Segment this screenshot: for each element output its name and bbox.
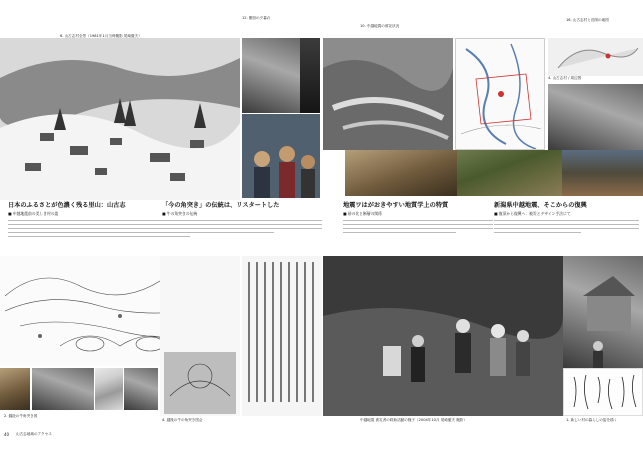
scroll-photo	[0, 368, 30, 410]
landscape-photo	[300, 38, 320, 113]
photo-caption: 6. 山古志村全景（1981年1月当時撮影 尾崎徹夫）	[60, 34, 142, 38]
terraced-field-photo	[242, 38, 300, 113]
photo-caption: 4. 越後の牛の角突き図会	[162, 418, 203, 422]
section-4	[494, 200, 639, 233]
villagers-photo	[242, 114, 320, 198]
aerial-village-photo	[457, 150, 562, 196]
section-title: 新潟県中越地震、そこからの復興	[494, 202, 587, 209]
section-subtitle: ■ 牛の角突きの伝統	[162, 211, 198, 216]
area-map	[455, 38, 545, 150]
house-photo	[124, 368, 158, 410]
section-subtitle: ■ 砂の比と断層の関係	[343, 211, 382, 216]
woodblock-print	[160, 256, 240, 416]
location-map	[548, 38, 643, 76]
photo-caption: 2. 錦絵の牛角突き図	[4, 414, 38, 418]
section-3	[343, 200, 493, 233]
crowd-photo	[562, 150, 643, 196]
photo-caption: 16. 山古志村と長岡の地図	[566, 18, 609, 22]
text-column	[242, 256, 322, 416]
figure-photo	[95, 368, 123, 410]
landslide-photo	[345, 150, 457, 196]
photo-caption: 4. 山古志村 / 周辺図	[548, 76, 582, 80]
photo-caption: 1. 新しい村の暮らしの姿を描く	[566, 418, 618, 422]
page-number: 40	[4, 432, 10, 437]
rescue-photo	[323, 256, 563, 416]
section-title: 「今の角突き」の伝統は、リスタートした	[162, 202, 280, 209]
footer-label: 山古志地域のアクセス	[16, 432, 52, 436]
section-title: 日本のふるさとが色濃く残る里山：山古志	[8, 202, 126, 209]
section-2	[162, 200, 322, 233]
snow-village-photo	[0, 38, 240, 200]
ruins-photo	[548, 84, 643, 150]
photo-caption: 12. 棚田の夕暮れ	[242, 16, 271, 20]
cottage-photo	[563, 256, 643, 368]
section-subtitle: ■ 中越地震前の美しき村の姿	[8, 211, 59, 216]
section-subtitle: ■ 復旧から復興へ：被災とデザイン手法にて	[494, 211, 571, 216]
section-title: 地震ワはがおきやすい地質学上の特質	[343, 202, 449, 209]
earthquake-damage-photo	[323, 38, 453, 150]
handwritten-note	[563, 368, 643, 416]
village-photo	[32, 368, 94, 410]
photo-caption: 中越地震 被災者の救助活動の様子（2004年10月 尾崎徹夫 撮影）	[360, 418, 467, 422]
photo-caption: 10. 中越地震の被災状況	[360, 24, 400, 28]
